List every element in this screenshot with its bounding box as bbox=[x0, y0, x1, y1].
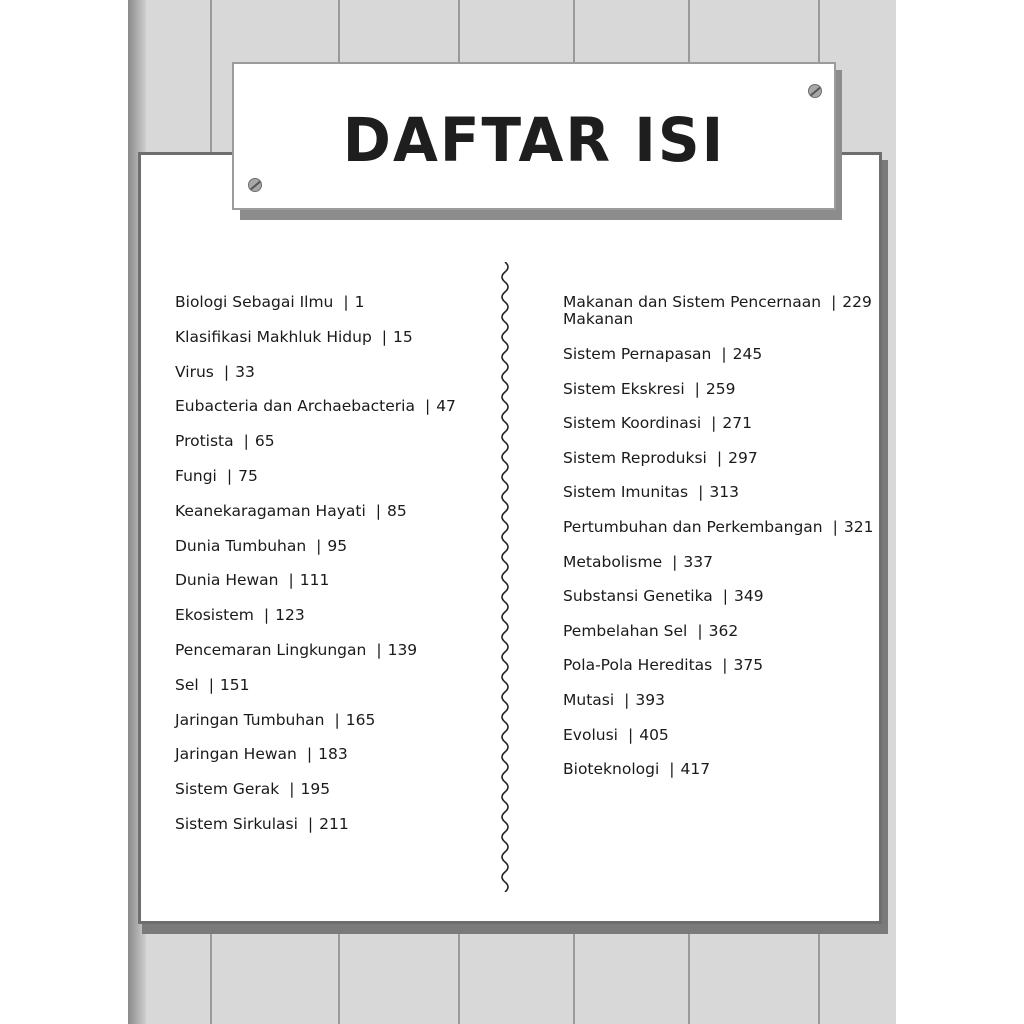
screw-icon bbox=[248, 178, 262, 192]
toc-entry-title: Fungi bbox=[175, 467, 217, 485]
toc-entry bbox=[563, 587, 764, 605]
toc-page-number: 321 bbox=[843, 518, 874, 536]
toc-page-number: 405 bbox=[639, 725, 669, 744]
toc-page-number: 393 bbox=[635, 691, 665, 709]
toc-separator: | bbox=[263, 606, 270, 625]
toc-separator: | bbox=[307, 815, 314, 833]
toc-entry bbox=[175, 711, 375, 729]
toc-page-number: 75 bbox=[238, 467, 258, 485]
toc-separator: | bbox=[381, 327, 388, 346]
toc-page-number: 337 bbox=[683, 552, 713, 571]
toc-page-number: 245 bbox=[732, 345, 763, 363]
screw-icon bbox=[808, 84, 822, 98]
toc-entry bbox=[175, 571, 329, 589]
page-title: DAFTAR ISI bbox=[342, 104, 726, 176]
toc-page-number: 297 bbox=[728, 448, 758, 467]
toc-entry bbox=[175, 432, 275, 450]
toc-separator: | bbox=[208, 675, 214, 694]
toc-entry bbox=[175, 502, 407, 520]
toc-entry-title: Dunia Hewan bbox=[175, 571, 279, 590]
toc-entry-title: Sel bbox=[175, 675, 199, 694]
toc-entry bbox=[563, 414, 752, 432]
toc-page-number: 259 bbox=[705, 379, 736, 398]
toc-page-number: 33 bbox=[235, 362, 255, 381]
toc-page-number: 271 bbox=[722, 414, 752, 433]
toc-entry bbox=[563, 380, 735, 398]
toc-separator: | bbox=[306, 745, 313, 764]
toc-entry bbox=[563, 553, 713, 571]
toc-page-number: 195 bbox=[300, 780, 331, 799]
toc-separator: | bbox=[334, 710, 340, 729]
toc-entry bbox=[563, 294, 872, 328]
toc-entry-title: Mutasi bbox=[563, 691, 615, 709]
toc-entry-title: Eubacteria dan Archaebacteria bbox=[175, 397, 415, 416]
toc-entry bbox=[563, 691, 665, 709]
toc-page-number: 111 bbox=[299, 571, 330, 590]
toc-entry-title: Pola-Pola Hereditas bbox=[563, 656, 713, 675]
toc-entry-title: Pembelahan Sel bbox=[563, 621, 688, 640]
toc-entry bbox=[175, 745, 348, 763]
toc-entry bbox=[175, 780, 330, 798]
toc-separator: | bbox=[694, 379, 700, 398]
toc-separator: | bbox=[672, 552, 678, 571]
toc-entry-title: Pencemaran Lingkungan bbox=[175, 641, 367, 659]
toc-separator: | bbox=[289, 780, 295, 799]
toc-separator: | bbox=[669, 760, 675, 779]
toc-entry-title: Jaringan Tumbuhan bbox=[175, 710, 325, 729]
toc-separator: | bbox=[721, 345, 727, 363]
toc-entry bbox=[175, 815, 349, 833]
toc-separator: | bbox=[698, 483, 704, 502]
toc-page-number: 165 bbox=[345, 710, 376, 729]
toc-entry-title: Makanan dan Sistem Pencernaan bbox=[563, 293, 822, 311]
toc-page-number: 375 bbox=[733, 656, 764, 675]
toc-page-number: 417 bbox=[680, 760, 711, 779]
toc-separator: | bbox=[243, 432, 249, 451]
toc-entry bbox=[175, 397, 456, 415]
toc-entry bbox=[175, 641, 417, 659]
title-banner bbox=[232, 62, 836, 210]
toc-separator: | bbox=[624, 691, 630, 709]
toc-page-number: 95 bbox=[327, 536, 348, 555]
toc-entry-title: Keanekaragaman Hayati bbox=[175, 501, 366, 520]
toc-entry bbox=[175, 293, 364, 311]
toc-page-number: 183 bbox=[318, 745, 348, 764]
toc-separator: | bbox=[716, 448, 723, 467]
toc-entry-title: Sistem Ekskresi bbox=[563, 379, 685, 398]
toc-separator: | bbox=[831, 293, 837, 311]
toc-entry-title: Pertumbuhan dan Perkembangan bbox=[563, 518, 823, 536]
toc-page-number: 15 bbox=[393, 327, 413, 346]
toc-entry bbox=[175, 467, 258, 485]
toc-entry-title: Dunia Tumbuhan bbox=[175, 536, 307, 555]
toc-separator: | bbox=[627, 725, 634, 744]
toc-entry-title: Bioteknologi bbox=[563, 760, 660, 779]
toc-entry bbox=[175, 537, 347, 555]
toc-separator: | bbox=[223, 362, 230, 381]
toc-entry-title: Klasifikasi Makhluk Hidup bbox=[175, 327, 372, 346]
toc-entry-title: Substansi Genetika bbox=[563, 587, 713, 606]
toc-entry-title: Sistem Imunitas bbox=[563, 483, 689, 502]
toc-page-number: 229 bbox=[842, 293, 872, 311]
toc-entry bbox=[563, 656, 763, 674]
toc-entry bbox=[563, 726, 669, 744]
toc-page-number: 362 bbox=[708, 621, 739, 640]
toc-entry-title: Sistem Reproduksi bbox=[563, 448, 707, 467]
toc-separator: | bbox=[376, 641, 382, 659]
toc-separator: | bbox=[343, 293, 349, 311]
toc-entry bbox=[175, 606, 305, 624]
toc-entry-title: Jaringan Hewan bbox=[175, 745, 297, 764]
toc-page-number: 123 bbox=[275, 606, 305, 625]
toc-page-number: 85 bbox=[387, 501, 407, 520]
toc-entry bbox=[175, 676, 250, 694]
toc-separator: | bbox=[226, 467, 233, 485]
toc-entry-title: Sistem Sirkulasi bbox=[175, 815, 298, 833]
toc-entry-title-cont: Makanan bbox=[563, 310, 634, 328]
toc-entry bbox=[563, 518, 873, 536]
toc-page-number: 151 bbox=[219, 675, 250, 694]
toc-separator: | bbox=[316, 536, 322, 555]
toc-separator: | bbox=[722, 656, 728, 675]
toc-separator: | bbox=[697, 621, 703, 640]
toc-entry-title: Protista bbox=[175, 432, 234, 451]
toc-page-number: 313 bbox=[709, 483, 739, 502]
toc-entry bbox=[563, 760, 710, 778]
toc-entry bbox=[563, 622, 738, 640]
toc-separator: | bbox=[832, 518, 838, 536]
toc-entry bbox=[563, 483, 739, 501]
toc-page-number: 349 bbox=[734, 587, 764, 606]
toc-entry-title: Metabolisme bbox=[563, 552, 663, 571]
toc-page-number: 1 bbox=[354, 293, 365, 311]
toc-entry-title: Ekosistem bbox=[175, 606, 254, 625]
toc-separator: | bbox=[722, 587, 729, 606]
toc-entry-title: Sistem Pernapasan bbox=[563, 345, 712, 363]
toc-entry-title: Evolusi bbox=[563, 725, 618, 744]
toc-page-number: 211 bbox=[319, 815, 349, 833]
toc-entry bbox=[563, 345, 762, 363]
toc-entry bbox=[563, 449, 758, 467]
wavy-divider bbox=[497, 262, 513, 892]
toc-entry-title: Virus bbox=[175, 362, 214, 381]
toc-separator: | bbox=[288, 571, 294, 590]
toc-entry bbox=[175, 328, 413, 346]
toc-page-number: 65 bbox=[254, 432, 275, 451]
toc-separator: | bbox=[375, 501, 381, 520]
toc-page-number: 139 bbox=[387, 641, 418, 659]
toc-entry-title: Biologi Sebagai Ilmu bbox=[175, 293, 334, 311]
toc-separator: | bbox=[711, 414, 717, 433]
toc-entry-title: Sistem Gerak bbox=[175, 780, 280, 799]
toc-entry bbox=[175, 363, 255, 381]
toc-separator: | bbox=[424, 397, 431, 416]
toc-page-number: 47 bbox=[436, 397, 456, 416]
toc-entry-title: Sistem Koordinasi bbox=[563, 414, 702, 433]
